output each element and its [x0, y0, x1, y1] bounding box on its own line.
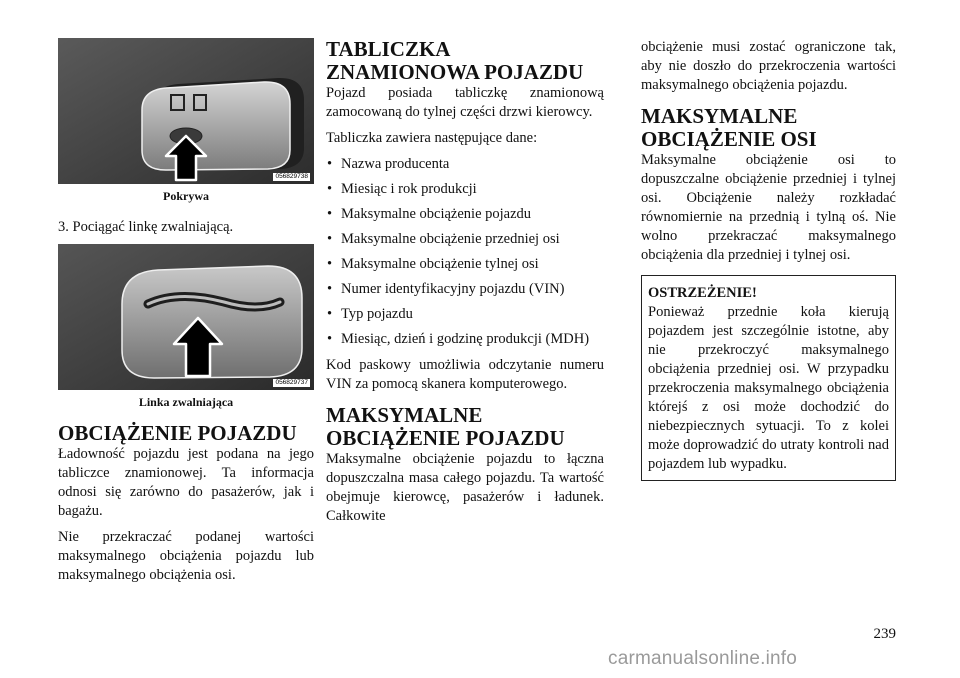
body-paragraph: Tabliczka zawiera następujące dane: — [326, 130, 538, 146]
figure-code: 056829737 — [275, 378, 308, 386]
warning-box — [641, 275, 896, 481]
list-item: • Maksymalne obciążenie przedniej osi — [326, 230, 604, 249]
body-paragraph: Ładowność pojazdu jest podana na jego tabliczce znamionowej. Ta informacja odnosi się zarówno do pasażerów, jak i bagażu. — [58, 446, 314, 519]
fuel-cover-illustration — [58, 38, 314, 184]
figure-caption: Pokrywa — [163, 189, 209, 203]
body-paragraph: Nie przekraczać podanej wartości maksymalnego obciążenia pojazdu lub maksymalnego obciążenia osi. — [58, 529, 314, 583]
list-item: • Miesiąc i rok produkcji — [326, 180, 604, 199]
body-paragraph: obciążenie musi zostać ograniczone tak, aby nie doszło do przekroczenia wartości maksymalnego obciążenia pojazdu. — [641, 39, 896, 93]
section-heading: TABLICZKA ZNAMIONOWA POJAZDU — [326, 37, 584, 84]
body-paragraph: Maksymalne obciążenie pojazdu to łączna dopuszczalna masa całego pojazdu. Ta wartość obejmuje kierowcę, pasażerów i ładunek. Całkowite — [326, 451, 604, 524]
section-heading: MAKSYMALNE OBCIĄŻENIE OSI — [641, 104, 817, 151]
figure-caption: Linka zwalniająca — [138, 395, 234, 409]
figure-code: 056829738 — [275, 172, 308, 180]
watermark: carmanualsonline.info — [608, 648, 798, 669]
list-item: • Typ pojazdu — [326, 305, 604, 324]
section-heading: OBCIĄŻENIE POJAZDU — [58, 421, 297, 445]
middle-column — [326, 38, 604, 533]
data-list — [326, 155, 604, 349]
warning-text: Ponieważ przednie koła kierują pojazdem jest szczególnie istotne, aby nie przekroczyć maksymalnego obciążenia przedniej osi. W przypadku przekroczenia maksymalnego obciążenia którejś z osi może dochodzić do niebezpiecznych sytuacji. To z kolei może doprowadzić do utraty kontroli nad pojazdem lub wypadku. — [648, 304, 889, 472]
section-heading: MAKSYMALNE OBCIĄŻENIE POJAZDU — [326, 403, 565, 450]
list-item: • Nazwa producenta — [326, 155, 604, 174]
warning-title: OSTRZEŻENIE! — [648, 285, 757, 301]
list-item: • Miesiąc, dzień i godzinę produkcji (MDH) — [326, 330, 604, 349]
right-column — [641, 38, 896, 481]
fuel-cover-figure — [58, 38, 314, 184]
list-item: • Maksymalne obciążenie pojazdu — [326, 205, 604, 224]
left-column — [58, 38, 314, 592]
body-paragraph: Pojazd posiada tabliczkę znamionową zamocowaną do tylnej części drzwi kierowcy. — [326, 85, 604, 120]
step-text: 3. Pociągać linkę zwalniającą. — [58, 219, 234, 235]
release-cable-illustration — [58, 244, 314, 390]
list-item: • Numer identyfikacyjny pojazdu (VIN) — [326, 280, 604, 299]
body-paragraph: Kod paskowy umożliwia odczytanie numeru VIN za pomocą skanera komputerowego. — [326, 357, 604, 392]
list-item: • Maksymalne obciążenie tylnej osi — [326, 255, 604, 274]
body-paragraph: Maksymalne obciążenie osi to dopuszczalne obciążenie przedniej i tylnej osi. Obciążenie należy rozkładać równomiernie na przednią i tylną oś. Nie wolno przekraczać maksymalnego obciążenia dla przedniej i tylnej osi. — [641, 152, 896, 263]
release-cable-figure — [58, 244, 314, 390]
page-number: 239 — [873, 626, 896, 642]
